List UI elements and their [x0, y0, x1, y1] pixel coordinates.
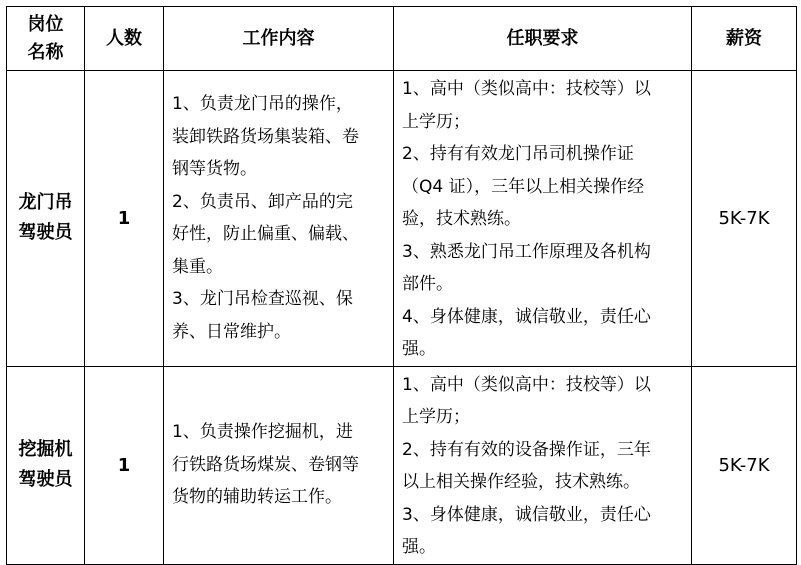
header-position-line: 岗位: [27, 13, 64, 35]
requirement-line: 1、高中（类似高中：技校等）以: [402, 374, 651, 395]
header-duties: 工作内容: [164, 7, 394, 71]
requirement-line: 验，技术熟练。: [402, 209, 521, 229]
requirement-line: 上学历；: [402, 111, 470, 132]
duty-line: 钢等货物。: [172, 159, 257, 180]
duty-line: 集重。: [172, 256, 223, 277]
job-table: [6, 6, 797, 565]
requirement-line: 强。: [402, 537, 436, 557]
requirement-line: 4、身体健康，诚信敬业，责任心: [402, 306, 651, 327]
job-title-line: 挖掘机: [18, 439, 73, 460]
table-row: [7, 366, 797, 564]
duty-line: 3、龙门吊检查巡视、保: [172, 289, 353, 310]
duty-line: 养、日常维护。: [172, 321, 291, 342]
requirement-line: 部件。: [402, 274, 453, 294]
job-title-line: 驾驶员: [18, 222, 73, 244]
job-title-line: 龙门吊: [18, 192, 73, 214]
requirement-line: 上学历；: [402, 407, 470, 427]
duty-line: 好性，防止偏重、偏载、: [172, 224, 359, 245]
requirement-line: 2、持有有效的设备操作证，三年: [402, 439, 651, 460]
duty-line: 货物的辅助转运工作。: [172, 487, 342, 508]
salary: 5K-7K: [692, 366, 797, 564]
header-requirements: 任职要求: [394, 7, 692, 71]
duties-cell: [164, 366, 394, 564]
requirements-cell: [394, 71, 692, 367]
duty-line: 2、负责吊、卸产品的完: [172, 191, 353, 212]
requirement-line: 3、身体健康，诚信敬业，责任心: [402, 504, 651, 525]
duty-line: 行铁路货场煤炭、卷钢等: [172, 454, 359, 475]
requirement-line: 2、持有有效龙门吊司机操作证: [402, 144, 634, 164]
salary: 5K-7K: [692, 71, 797, 367]
duty-line: 1、负责操作挖掘机，进: [172, 422, 353, 443]
header-position-line: 名称: [27, 41, 64, 63]
headcount: 1: [85, 366, 164, 564]
duty-line: 装卸铁路货场集装箱、卷: [172, 126, 359, 147]
job-title: [7, 366, 85, 564]
header-row: [7, 7, 797, 71]
job-title-line: 驾驶员: [18, 469, 73, 490]
header-count: 人数: [85, 7, 164, 71]
duty-line: 1、负责龙门吊的操作，: [172, 94, 353, 115]
table-row: [7, 71, 797, 367]
duties-cell: [164, 71, 394, 367]
requirement-line: 3、熟悉龙门吊工作原理及各机构: [402, 241, 651, 262]
headcount: 1: [85, 71, 164, 367]
header-position: [7, 7, 85, 71]
requirement-line: 1、高中（类似高中：技校等）以: [402, 79, 651, 99]
requirement-line: 以上相关操作经验，技术熟练。: [402, 472, 640, 492]
requirement-line: 强。: [402, 339, 436, 359]
requirements-cell: [394, 366, 692, 564]
header-salary: 薪资: [692, 7, 797, 71]
requirement-line: （Q4 证），三年以上相关操作经: [402, 176, 645, 197]
job-title: [7, 71, 85, 367]
